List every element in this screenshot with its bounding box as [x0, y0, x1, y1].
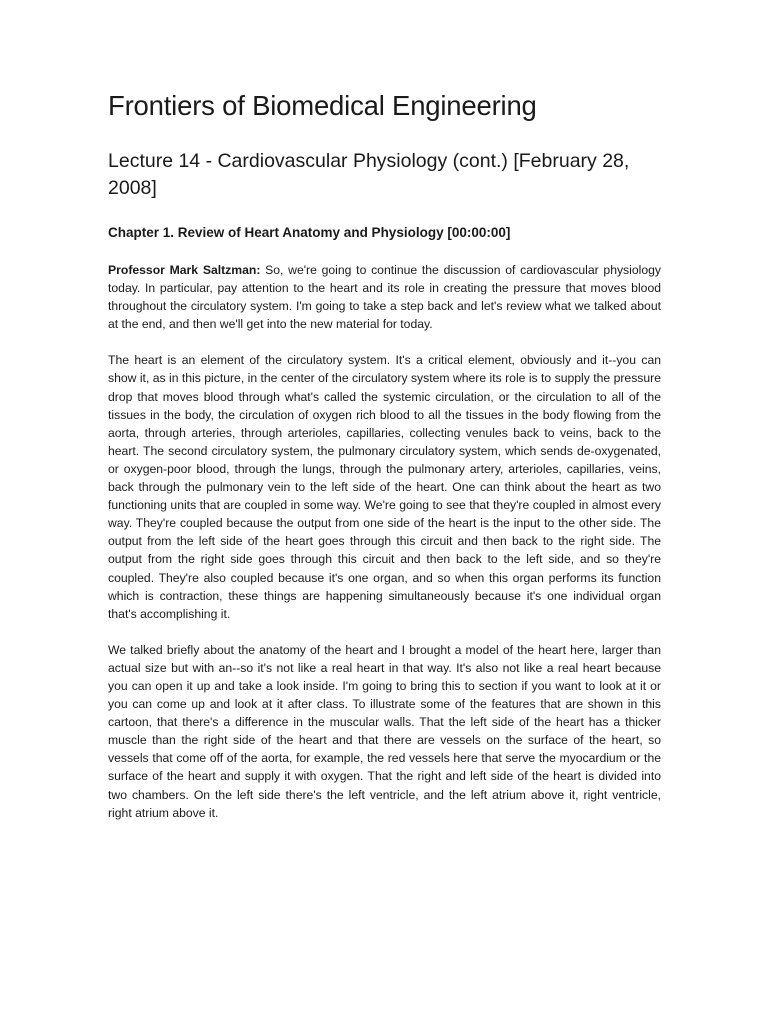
- paragraph-2: The heart is an element of the circulatory system. It's a critical element, obviously and it--you can show it, as in this picture, in the center of the circulatory system where its role is to supply the pressure drop that moves blood through what's called the systemic circulation, or the circulation to all of the tissues in the body, the circulation of oxygen rich blood to all the tissues in the body flowing from the aorta, through arteries, through arterioles, capillaries, collecting venules back to veins, back to the heart. The second circulatory system, the pulmonary circulatory system, which sends de-oxygenated, or oxygen-poor blood, through the lungs, through the pulmonary artery, arterioles, capillaries, veins, back through the pulmonary vein to the left side of the heart. One can think about the heart as two functioning units that are coupled in some way. We're going to see that they're coupled in almost every way. They're coupled because the output from one side of the heart is the input to the other side. The output from the left side of the heart goes through this circuit and then back to the right side. The output from the right side goes through this circuit and then back to the left side, and so they're coupled. They're also coupled because it's one organ, and so when this organ performs its function which is contraction, these things are happening simultaneously because it's one individual organ that's accomplishing it.: [108, 353, 661, 621]
- paragraph-1-text: So, we're going to continue the discussion of cardiovascular physiology today. In particular, pay attention to the heart and its role in creating the pressure that moves blood throughout the circulatory system. I'm going to take a step back and let's review what we talked about at the end, and then we'll get into the new material for today.: [108, 263, 661, 332]
- document-title: Frontiers of Biomedical Engineering: [108, 90, 537, 121]
- speaker-name: Professor Mark Saltzman:: [108, 263, 261, 277]
- paragraph-3: We talked briefly about the anatomy of the heart and I brought a model of the heart here, larger than actual size but with an--so it's not like a real heart in that way. It's also not like a real heart because you can open it up and take a look inside. I'm going to bring this to section if you want to look at it or you can come up and look at it after class. To illustrate some of the features that are shown in this cartoon, that there's a difference in the muscular walls. That the left side of the heart has a thicker muscle than the right side of the heart and that there are vessels on the surface of the heart, so vessels that come off of the aorta, for example, the red vessels here that serve the myocardium or the surface of the heart and supply it with oxygen. That the right and left side of the heart is divided into two chambers. On the left side there's the left ventricle, and the left atrium above it, right ventricle, right atrium above it.: [108, 642, 661, 820]
- chapter-heading: Chapter 1. Review of Heart Anatomy and Physiology [00:00:00]: [108, 225, 511, 240]
- document-page: [108, 88, 661, 822]
- lecture-title: Lecture 14 - Cardiovascular Physiology (cont.) [February 28, 2008]: [108, 150, 630, 199]
- paragraph-1: [108, 261, 661, 333]
